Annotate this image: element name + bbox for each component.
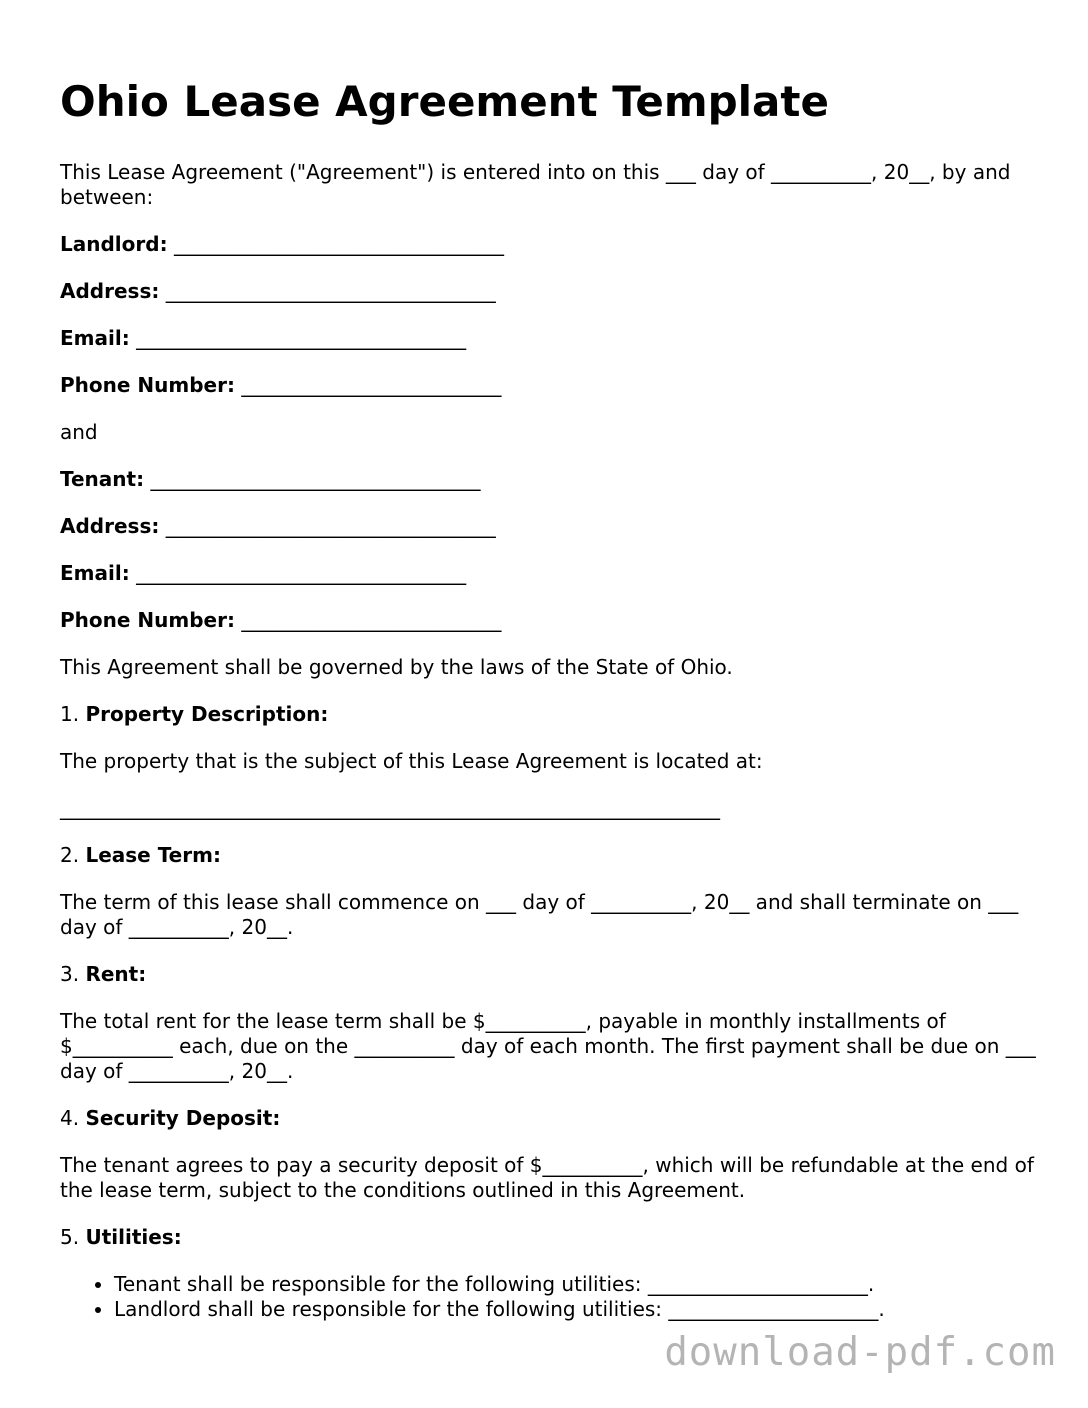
- section-number: 3.: [60, 962, 80, 986]
- section-body: The property that is the subject of this Lease Agreement is located at:: [60, 749, 763, 773]
- list-item: • Tenant shall be responsible for the following utilities: ______________________.: [114, 1272, 1040, 1297]
- section-title: Utilities:: [85, 1225, 182, 1249]
- section-body: The term of this lease shall commence on ___ day of __________, 20__ and shall terminate on ___ day of __________, 20__.: [60, 890, 1019, 939]
- section-number: 2.: [60, 843, 80, 867]
- watermark: download-pdf.com: [664, 1330, 1056, 1375]
- tenant-name-line: [60, 467, 1040, 492]
- utilities-list: [60, 1272, 1040, 1322]
- landlord-name-label: Landlord:: [60, 232, 168, 256]
- governing-law-paragraph: This Agreement shall be governed by the laws of the State of Ohio.: [60, 655, 733, 679]
- section-number: 1.: [60, 702, 80, 726]
- landlord-phone-label: Phone Number:: [60, 373, 235, 397]
- section-heading: [60, 1106, 1040, 1131]
- section-title: Lease Term:: [85, 843, 221, 867]
- section-number: 4.: [60, 1106, 80, 1130]
- section-heading: [60, 1225, 1040, 1250]
- tenant-phone-line: [60, 608, 1040, 633]
- section-body: The total rent for the lease term shall be $__________, payable in monthly installments of $__________ each, due on the __________ day of each month. The first payment shall be due on ___ day of __________, 20__.: [60, 1009, 1036, 1083]
- section-heading: [60, 962, 1040, 987]
- tenant-email-label: Email:: [60, 561, 130, 585]
- property-address-blank[interactable]: __________________________________________________________________: [60, 796, 720, 820]
- section-title: Rent:: [85, 962, 147, 986]
- landlord-email-blank[interactable]: _________________________________: [136, 326, 467, 350]
- section-title: Property Description:: [85, 702, 329, 726]
- tenant-email-blank[interactable]: _________________________________: [136, 561, 467, 585]
- landlord-phone-line: [60, 373, 1040, 398]
- tenant-address-line: [60, 514, 1040, 539]
- tenant-phone-label: Phone Number:: [60, 608, 235, 632]
- landlord-address-label: Address:: [60, 279, 160, 303]
- tenant-address-blank[interactable]: _________________________________: [165, 514, 496, 538]
- landlord-phone-blank[interactable]: __________________________: [241, 373, 502, 397]
- list-item: • Landlord shall be responsible for the following utilities: _____________________.: [114, 1297, 1040, 1322]
- landlord-address-blank[interactable]: _________________________________: [165, 279, 496, 303]
- section-heading: [60, 702, 1040, 727]
- tenant-address-label: Address:: [60, 514, 160, 538]
- document-page: [60, 74, 1040, 1322]
- tenant-phone-blank[interactable]: __________________________: [241, 608, 502, 632]
- landlord-address-line: [60, 279, 1040, 304]
- section-title: Security Deposit:: [85, 1106, 281, 1130]
- landlord-email-line: [60, 326, 1040, 351]
- and-text: and: [60, 420, 98, 444]
- tenant-email-line: [60, 561, 1040, 586]
- landlord-name-blank[interactable]: _________________________________: [173, 232, 504, 256]
- landlord-name-line: [60, 232, 1040, 257]
- document-title: Ohio Lease Agreement Template: [60, 77, 829, 126]
- intro-paragraph: This Lease Agreement ("Agreement") is entered into on this ___ day of __________, 20__, by and between:: [60, 160, 1011, 209]
- landlord-email-label: Email:: [60, 326, 130, 350]
- section-heading: [60, 843, 1040, 868]
- tenant-name-blank[interactable]: _________________________________: [150, 467, 481, 491]
- section-body: The tenant agrees to pay a security deposit of $__________, which will be refundable at the end of the lease term, subject to the conditions outlined in this Agreement.: [60, 1153, 1034, 1202]
- tenant-name-label: Tenant:: [60, 467, 145, 491]
- section-number: 5.: [60, 1225, 80, 1249]
